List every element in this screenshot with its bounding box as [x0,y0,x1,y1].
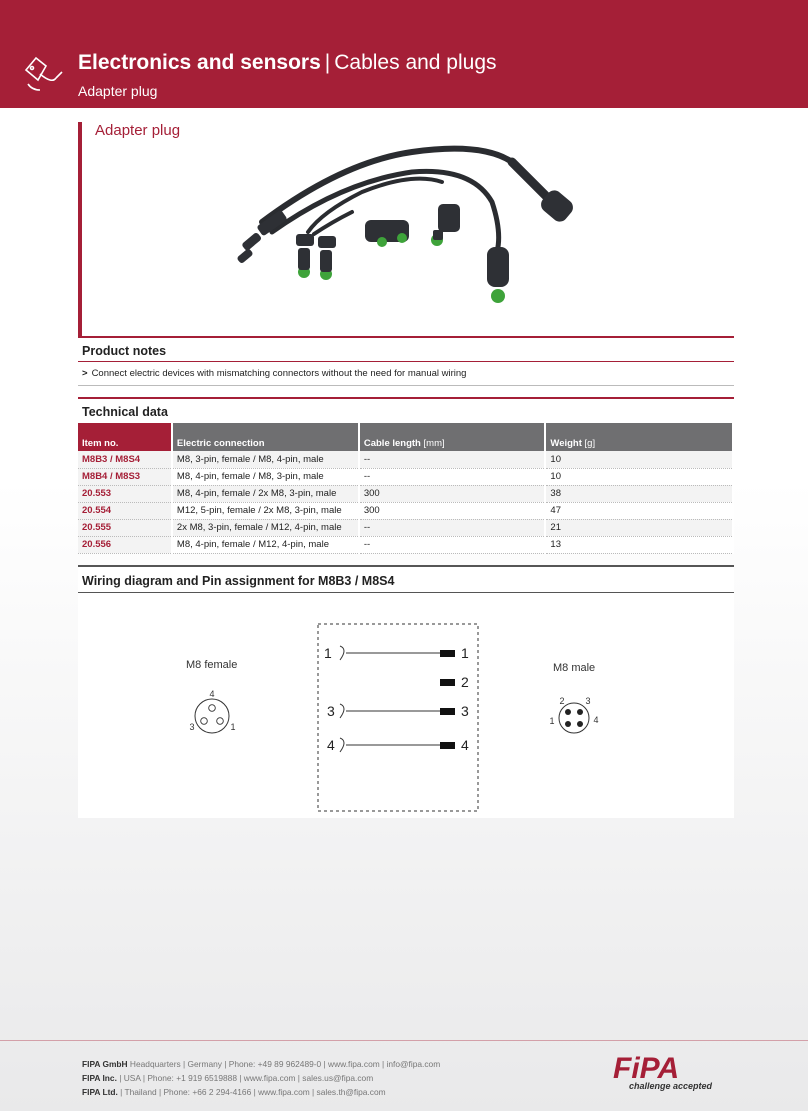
column-header-cable-length: Cable length [mm] [359,423,546,451]
product-notes-title: Product notes [78,336,734,362]
weight-cell: 13 [545,536,733,553]
right-pin-number: 4 [461,737,469,753]
table-row [78,536,733,553]
m8-female-connector-icon [195,699,229,733]
socket-contact-icon [340,646,344,660]
m8-female-label: M8 female [186,659,238,671]
column-header-item-no: Item no. [78,423,172,451]
electric-connection-cell: M8, 3-pin, female / M8, 4-pin, male [172,451,359,468]
electric-connection-cell: M8, 4-pin, female / M12, 4-pin, male [172,536,359,553]
product-notes-section [78,336,734,386]
title-subcategory: Cables and plugs [334,51,497,74]
bullet-arrow-icon: > [82,368,88,379]
footer-contacts [82,1057,440,1099]
table-row [78,451,733,468]
right-pin-number: 3 [461,703,469,719]
technical-data-title: Technical data [78,397,734,423]
weight-cell: 38 [545,485,733,502]
wiring-diagram-title: Wiring diagram and Pin assignment for M8B3 / M8S4 [78,565,734,593]
page-subtitle: Adapter plug [78,83,158,99]
weight-cell: 10 [545,451,733,468]
table-row [78,519,733,536]
item-no-cell: 20.554 [78,502,172,519]
weight-cell: 10 [545,468,733,485]
cable-length-cell: 300 [359,485,546,502]
cable-length-cell: -- [359,519,546,536]
right-pin-number: 2 [461,674,469,690]
footer-line: FIPA Inc. | USA | Phone: +1 919 6519888 | www.fipa.com | sales.us@fipa.com [82,1073,374,1083]
adapter-plug-product-photo [82,122,734,336]
male-pin-label: 2 [559,696,565,706]
technical-data-section [78,397,734,553]
product-note-item [78,362,734,386]
cable-length-cell: -- [359,536,546,553]
footer-divider [0,1040,808,1041]
wiring-diagram-section [78,565,734,818]
left-pin-number: 3 [327,703,335,719]
product-note-text: Connect electric devices with mismatching connectors without the need for manual wiring [91,368,467,379]
electric-connection-cell: M8, 4-pin, female / 2x M8, 3-pin, male [172,485,359,502]
pin-block-icon [440,679,455,686]
male-pin-label: 3 [585,696,591,706]
table-row [78,468,733,485]
sensor-cable-icon [22,50,66,96]
right-pin-number: 1 [461,645,469,661]
svg-text:FiPA: FiPA [613,1052,680,1082]
male-pin-label: 4 [593,715,599,725]
table-row [78,502,733,519]
weight-cell: 21 [545,519,733,536]
title-category: Electronics and sensors [78,51,321,74]
wiring-diagram-drawing [78,565,734,818]
electric-connection-cell: 2x M8, 3-pin, female / M12, 4-pin, male [172,519,359,536]
technical-data-table [78,423,734,554]
logo-slogan: challenge accepted [629,1081,713,1091]
fipa-logo-mark [613,1052,723,1082]
item-no-cell: 20.556 [78,536,172,553]
product-image-panel [78,122,734,336]
pin-block-icon [440,708,455,715]
column-header-electric-connection: Electric connection [172,423,359,451]
cable-length-cell: 300 [359,502,546,519]
product-image-title: Adapter plug [95,122,181,139]
title-separator: | [324,51,331,74]
pin-block-icon [440,650,455,657]
socket-contact-icon [340,738,344,752]
weight-cell: 47 [545,502,733,519]
m8-male-label: M8 male [553,662,596,674]
left-pin-number: 4 [327,737,335,753]
cable-length-cell: -- [359,468,546,485]
electric-connection-cell: M12, 5-pin, female / 2x M8, 3-pin, male [172,502,359,519]
footer-line: FIPA Ltd. | Thailand | Phone: +66 2 294-4166 | www.fipa.com | sales.th@fipa.com [82,1087,386,1097]
item-no-cell: M8B3 / M8S4 [78,451,172,468]
m8-male-connector-icon [559,703,589,733]
left-pin-number: 1 [324,645,332,661]
column-header-weight: Weight [g] [545,423,733,451]
female-pin-label: 1 [230,722,236,732]
footer-line: FIPA GmbH Headquarters | Germany | Phone: +49 89 962489-0 | www.fipa.com | info@fipa.com [82,1059,441,1069]
cable-length-cell: -- [359,451,546,468]
table-row [78,485,733,502]
page-title [78,50,497,76]
item-no-cell: 20.553 [78,485,172,502]
male-pin-label: 1 [549,716,555,726]
fipa-logo [613,1052,723,1092]
table-header-row [78,423,733,451]
female-pin-label: 4 [209,689,215,699]
page-header [0,0,808,108]
pin-block-icon [440,742,455,749]
item-no-cell: 20.555 [78,519,172,536]
item-no-cell: M8B4 / M8S3 [78,468,172,485]
female-pin-label: 3 [189,722,195,732]
electric-connection-cell: M8, 4-pin, female / M8, 3-pin, male [172,468,359,485]
socket-contact-icon [340,704,344,718]
